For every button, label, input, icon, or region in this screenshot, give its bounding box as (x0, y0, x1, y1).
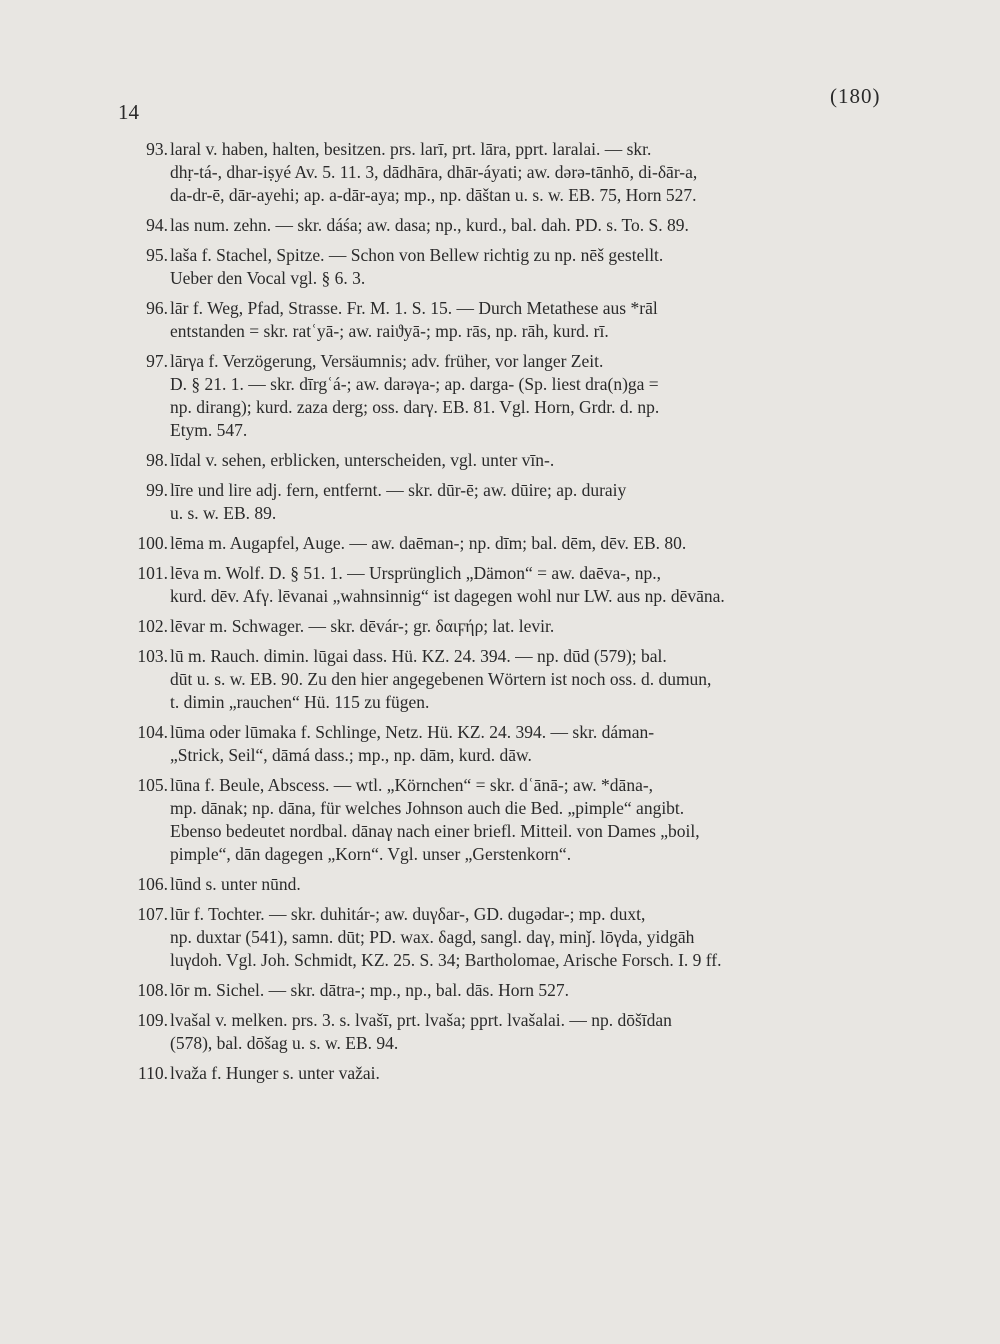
entry-text-line: dūt u. s. w. EB. 90. Zu den hier angegebenen Wörtern ist noch oss. d. dumun, (170, 669, 712, 689)
entry-headline: las num. zehn. — skr. dáśa; aw. dasa; np., kurd., bal. dah. PD. s. To. S. 89. (170, 215, 689, 235)
entry-list (0, 138, 1000, 1085)
entry-number: 102. (137, 616, 168, 636)
entry-text-line: pimple“, dān dagegen „Korn“. Vgl. unser „Gerstenkorn“. (170, 844, 572, 864)
entry-text-line: Ebenso bedeutet nordbal. dānaγ nach einer briefl. Mitteil. von Dames „boil, (170, 821, 700, 841)
entry-headline: lūnd s. unter nūnd. (170, 874, 301, 894)
dictionary-entry (137, 774, 898, 866)
entry-number: 100. (137, 533, 168, 553)
entry-text-line: (578), bal. dōšag u. s. w. EB. 94. (170, 1033, 399, 1053)
entry-number: 104. (137, 722, 168, 742)
entry-headline: lūma oder lūmaka f. Schlinge, Netz. Hü. KZ. 24. 394. — skr. dáman- (170, 722, 655, 742)
entry-text-line: D. § 21. 1. — skr. dīrgʿá-; aw. darəγa-; ap. darga- (Sp. liest dra(n)ga = (170, 374, 659, 394)
entry-text-line: luγdoh. Vgl. Joh. Schmidt, KZ. 25. S. 34; Bartholomae, Arische Forsch. I. 9 ff. (170, 950, 722, 970)
entry-headline: lēva m. Wolf. D. § 51. 1. — Ursprünglich „Dämon“ = aw. daēva-, np., (170, 563, 662, 583)
entry-headline: lōr m. Sichel. — skr. dātra-; mp., np., bal. dās. Horn 527. (170, 980, 570, 1000)
entry-number: 96. (146, 298, 168, 318)
entry-number: 95. (146, 245, 168, 265)
dictionary-entry (137, 615, 898, 638)
entry-text-line: np. duxtar (541), samn. dūt; PD. wax. δagd, sangl. daγ, minǰ. lōγda, yidgāh (170, 927, 695, 947)
dictionary-entry (137, 532, 898, 555)
entry-number: 93. (146, 139, 168, 159)
entry-number: 97. (146, 351, 168, 371)
dictionary-entry (146, 297, 898, 343)
dictionary-entry (146, 449, 898, 472)
dictionary-entry (137, 645, 898, 714)
entry-number: 105. (137, 775, 168, 795)
entry-number: 98. (146, 450, 168, 470)
entry-headline: laša f. Stachel, Spitze. — Schon von Bellew richtig zu np. nēš gestellt. (170, 245, 664, 265)
entry-number: 99. (146, 480, 168, 500)
entry-headline: lār f. Weg, Pfad, Strasse. Fr. M. 1. S. 15. — Durch Metathese aus *rāl (170, 298, 658, 318)
section-number: (180) (830, 84, 881, 108)
entry-headline: līdal v. sehen, erblicken, unterscheiden, vgl. unter vīn-. (170, 450, 555, 470)
entry-headline: lvaža f. Hunger s. unter važai. (170, 1063, 380, 1083)
entry-text-line: kurd. dēv. Afγ. lēvanai „wahnsinnig“ ist dagegen wohl nur LW. aus np. dēvāna. (170, 586, 725, 606)
entry-number: 109. (137, 1010, 168, 1030)
dictionary-entry (137, 721, 898, 767)
dictionary-entry (146, 244, 898, 290)
dictionary-entry (146, 214, 898, 237)
dictionary-entry (137, 903, 898, 972)
entry-headline: lūna f. Beule, Abscess. — wtl. „Körnchen“ = skr. dʿānā-; aw. *dāna-, (170, 775, 654, 795)
entry-headline: lēma m. Augapfel, Auge. — aw. daēman-; np. dīm; bal. dēm, dēv. EB. 80. (170, 533, 687, 553)
entry-text-line: Etym. 547. (170, 420, 248, 440)
dictionary-entry (137, 873, 898, 896)
dictionary-entry (138, 1062, 898, 1085)
dictionary-entry (146, 350, 898, 442)
entry-headline: lvašal v. melken. prs. 3. s. lvašī, prt. lvaša; pprt. lvašalai. — np. dōšīdan (170, 1010, 672, 1030)
entry-text-line: entstanden = skr. ratʿyā-; aw. raiϑyā-; mp. rās, np. rāh, kurd. rī. (170, 321, 609, 341)
entry-text-line: da-dr-ē, dār-ayehi; ap. a-dār-aya; mp., np. dāštan u. s. w. EB. 75, Horn 527. (170, 185, 697, 205)
dictionary-entry (137, 979, 898, 1002)
dictionary-entry (137, 562, 898, 608)
entry-text-line: t. dimin „rauchen“ Hü. 115 zu fügen. (170, 692, 430, 712)
page-header (0, 0, 1000, 130)
entry-text-line: „Strick, Seil“, dāmá dass.; mp., np. dām, kurd. dāw. (170, 745, 532, 765)
entry-number: 106. (137, 874, 168, 894)
entry-headline: līre und lire adj. fern, entfernt. — skr. dūr-ē; aw. dūire; ap. duraiy (170, 480, 627, 500)
dictionary-entry (146, 479, 898, 525)
entry-number: 108. (137, 980, 168, 1000)
entry-number: 110. (138, 1063, 168, 1083)
entry-headline: lēvar m. Schwager. — skr. dēvár-; gr. δαιϝήρ; lat. levir. (170, 616, 555, 636)
dictionary-entry (137, 1009, 898, 1055)
entry-headline: laral v. haben, halten, besitzen. prs. larī, prt. lāra, pprt. laralai. — skr. (170, 139, 652, 159)
entry-text-line: dhṛ-tá-, dhar-iṣyé Av. 5. 11. 3, dādhāra, dhār-áyati; aw. dərə-tānhō, di-δār-a, (170, 162, 698, 182)
dictionary-entry (146, 138, 898, 207)
entry-number: 101. (137, 563, 168, 583)
entry-headline: lūr f. Tochter. — skr. duhitár-; aw. duγδar-, GD. dugədar-; mp. duxt, (170, 904, 646, 924)
entry-text-line: u. s. w. EB. 89. (170, 503, 277, 523)
entry-number: 107. (137, 904, 168, 924)
entry-text-line: Ueber den Vocal vgl. § 6. 3. (170, 268, 366, 288)
entry-headline: lū m. Rauch. dimin. lūgai dass. Hü. KZ. 24. 394. — np. dūd (579); bal. (170, 646, 667, 666)
entry-headline: lārγa f. Verzögerung, Versäumnis; adv. früher, vor langer Zeit. (170, 351, 604, 371)
entry-text-line: np. dirang); kurd. zaza derg; oss. darγ. EB. 81. Vgl. Horn, Grdr. d. np. (170, 397, 660, 417)
page-number: 14 (118, 100, 139, 124)
entry-text-line: mp. dānak; np. dāna, für welches Johnson auch die Bed. „pimple“ angibt. (170, 798, 685, 818)
entry-number: 103. (137, 646, 168, 666)
entry-number: 94. (146, 215, 168, 235)
